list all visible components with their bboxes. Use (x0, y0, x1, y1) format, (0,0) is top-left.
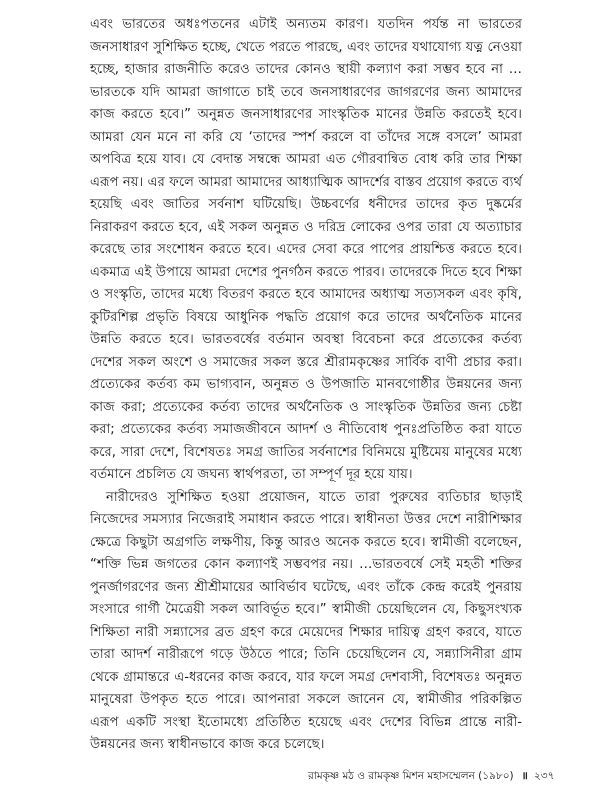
page-number: ২৩৭ (533, 770, 555, 782)
body-paragraph-1: এবং ভারতের অধঃপতনের এটাই অন্যতম কারণ। যতদিন পর্যন্ত না ভারতের জনসাধারণ সুশিক্ষিত হচ্ছে, খেতে পরতে পারছে, এবং তাদের যথাযোগ্য যত্ন নেওয়া হচ্ছে, হাজার রাজনীতি করেও তাদের কোনও স্থায়ী কল্যাণ করা সম্ভব হবে না … ভারতকে যদি আমরা জাগাতে চাই তবে জনসাধারণের জাগরণের জন্য আমাদের কাজ করতে হবে।” অনুন্নত জনসাধারণের সাংস্কৃতিক মানের উন্নতি করতেই হবে। আমরা যেন মনে না করি যে ‘তাদের স্পর্শ করলে বা তাঁদের সঙ্গে বসলে’ আমরা অপবিত্র হয়ে যাব। যে বেদান্ত সম্বন্ধে আমরা এত গৌরবান্বিত বোধ করি তার শিক্ষা এরূপ নয়। এর ফলে আমরা আমাদের আধ্যাত্মিক আদর্শের বাস্তব প্রয়োগ করতে ব্যর্থ হয়েছি এবং জাতির সর্বনাশ ঘটিয়েছি। উচ্চবর্ণের ধনীদের তাদের কৃত দুষ্কর্মের নিরাকরণ করতে হবে, এই সকল অনুন্নত ও দরিদ্র লোকের ওপর তারা যে অত্যাচার করেছে তার সংশোধন করতে হবে। এদের সেবা করে পাপের প্রায়শ্চিত্ত করতে হবে। একমাত্র এই উপায়ে আমরা দেশের পুনর্গঠন করতে পারব। তাদেরকে দিতে হবে শিক্ষা ও সংস্কৃতি, তাদের মধ্যে বিতরণ করতে হবে আমাদের অধ্যাত্ম সত্যসকল এবং কৃষি, কুটিরশিল্প প্রভৃতি বিষয়ে আধুনিক পদ্ধতি প্রয়োগ করে তাদের অর্থনৈতিক মানের উন্নতি করতে হবে। ভারতবর্ষের বর্তমান অবস্থা বিবেচনা করে প্রত্যেকের কর্তব্য দেশের সকল অংশে ও সমাজের সকল স্তরে শ্রীরামকৃষ্ণের সার্বিক বাণী প্রচার করা। প্রত্যেকের কর্তব্য কম ভাগ্যবান, অনুন্নত ও উপজাতি মানবগোষ্ঠীর উন্নয়নের জন্য কাজ করা; প্রত্যেকের কর্তব্য তাদের অর্থনৈতিক ও সাংস্কৃতিক উন্নতির জন্য চেষ্টা করা; প্রত্যেকের কর্তব্য সমাজজীবনে আদর্শ ও নীতিবোধ পুনঃপ্রতিষ্ঠিত করা যাতে করে, সারা দেশে, বিশেষতঃ সমগ্র জাতির সর্বনাশের বিনিময়ে মুষ্টিমেয় মানুষের মধ্যে বর্তমানে প্রচলিত যে জঘন্য স্বার্থপরতা, তা সম্পূর্ণ দূর হয়ে যায়। (90, 17, 522, 482)
running-title: রামকৃষ্ণ মঠ ও রামকৃষ্ণ মিশন মহাসম্মেলন (১৯৮০) (308, 770, 514, 782)
page-body (90, 14, 522, 757)
page-footer (308, 769, 568, 783)
footer-separator: ॥ (521, 770, 528, 782)
body-paragraph-2: নারীদেরও সুশিক্ষিত হওয়া প্রয়োজন, যাতে তারা পুরুষের ব্যতিচার ছাড়াই নিজেদের সমস্যার নিজেরাই সমাধান করতে পারে। স্বাধীনতা উত্তর দেশে নারীশিক্ষার ক্ষেত্রে কিছুটা অগ্রগতি লক্ষণীয়, কিন্তু আরও অনেক করতে হবে। স্বামীজী বলেছেন, “শক্তি ভিন্ন জগতের কোন কল্যাণই সম্ভবপর নয়। …ভারতবর্ষে সেই মহতী শক্তির পুনর্জাগরণের জন্য শ্রীশ্রীমায়ের আবির্ভাব ঘটেছে, এবং তাঁকে কেন্দ্র করেই পুনরায় সংসারে গার্গী মৈত্রেয়ী সকল আবির্ভূত হবে।” স্বামীজী চেয়েছিলেন যে, কিছুসংখ্যক শিক্ষিতা নারী সন্ন্যাসের ব্রত গ্রহণ করে মেয়েদের শিক্ষার দায়িত্ব গ্রহণ করবে, যাতে তারা আদর্শ নারীরূপে গড়ে উঠতে পারে; তিনি চেয়েছিলেন যে, সন্ন্যাসিনীরা গ্রাম থেকে গ্রামান্তরে এ-ধরনের কাজ করবে, যার ফলে সমগ্র দেশবাসী, বিশেষতঃ অনুন্নত মানুষেরা উপকৃত হতে পারে। আপনারা সকলে জানেন যে, স্বামীজীর পরিকল্পিত এরূপ একটি সংস্থা ইতোমধ্যে প্রতিষ্ঠিত হয়েছে এবং দেশের বিভিন্ন প্রান্তে নারী-উন্নয়নের জন্য স্বাধীনভাবে কাজ করে চলেছে। (90, 489, 522, 752)
